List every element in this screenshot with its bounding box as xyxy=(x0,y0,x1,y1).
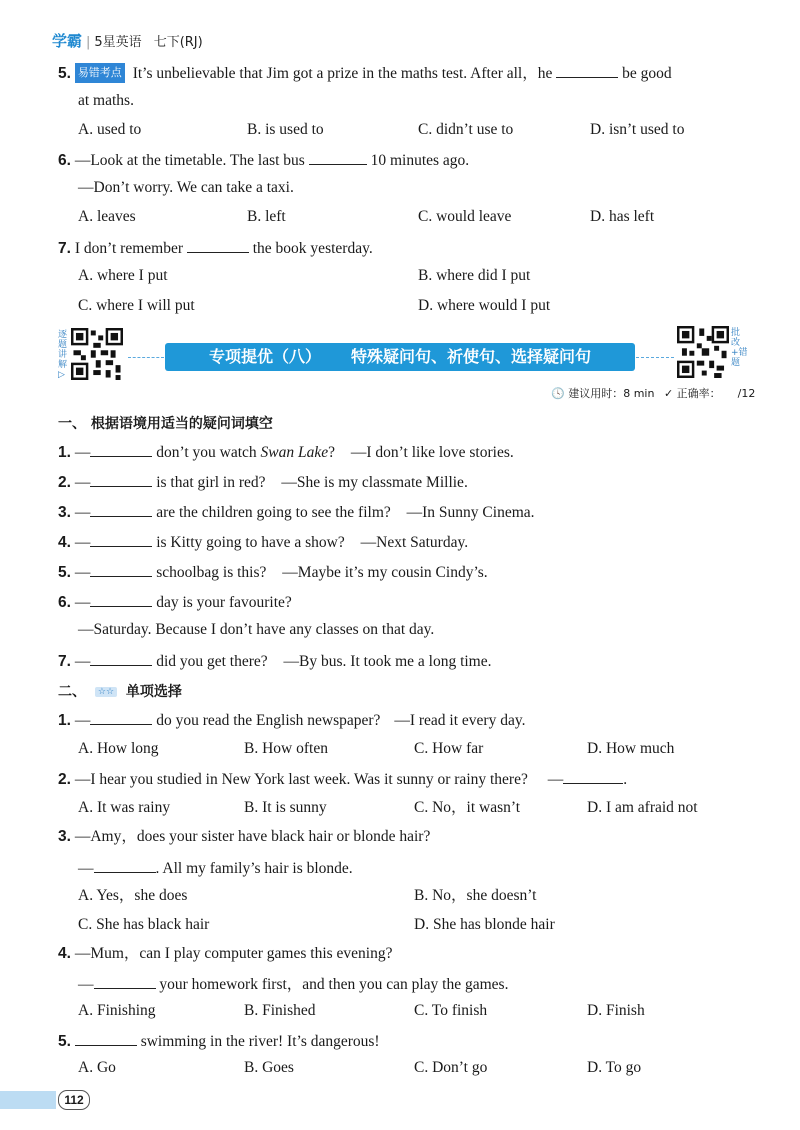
option-c[interactable]: C. She has black hair xyxy=(78,916,210,933)
answer-blank[interactable] xyxy=(187,238,249,253)
fill-item-5: 5. — schoolbag is this? —Maybe it’s my cousin Cindy’s. xyxy=(58,564,488,581)
section-banner xyxy=(165,343,635,371)
answer-blank[interactable] xyxy=(309,150,367,165)
option-c[interactable]: C. How far xyxy=(414,740,484,757)
option-d[interactable]: D. I am afraid not xyxy=(587,799,698,816)
fill-item-6-answer: —Saturday. Because I don’t have any classes on that day. xyxy=(78,621,435,638)
footer-color-bar xyxy=(0,1091,56,1109)
option-b[interactable]: B. where did I put xyxy=(418,267,531,284)
choice-2-stem: 2. —I hear you studied in New York last week. Was it sunny or rainy there? — . xyxy=(58,771,628,788)
option-d[interactable]: D. has left xyxy=(590,208,655,225)
accuracy-total: /12 xyxy=(737,387,756,400)
answer-blank[interactable] xyxy=(94,858,156,873)
section-2-title: 二、 ☆☆ 单项选择 xyxy=(58,684,182,700)
choice-3-stem: 3. —Amy，does your sister have black hair or blonde hair? xyxy=(58,828,431,845)
option-b[interactable]: B. How often xyxy=(244,740,328,757)
option-d[interactable]: D. She has blonde hair xyxy=(414,916,555,933)
option-a[interactable]: A. used to xyxy=(78,121,142,138)
choice-5-stem: 5. swimming in the river! It’s dangerous! xyxy=(58,1033,380,1050)
option-d[interactable]: D. Finish xyxy=(587,1002,645,1019)
answer-blank[interactable] xyxy=(90,532,152,547)
fill-item-7: 7. — did you get there? —By bus. It took me a long time. xyxy=(58,653,492,670)
fill-item-1: 1. — don’t you watch Swan Lake? —I don’t like love stories. xyxy=(58,444,514,461)
option-c[interactable]: C. would leave xyxy=(418,208,512,225)
answer-blank[interactable] xyxy=(90,472,152,487)
answer-blank[interactable] xyxy=(90,502,152,517)
grade-label: 七下(RJ) xyxy=(153,35,203,50)
answer-blank[interactable] xyxy=(90,442,152,457)
fill-item-4: 4. — is Kitty going to have a show? —Next Saturday. xyxy=(58,534,469,551)
option-c[interactable]: C. didn’t use to xyxy=(418,121,514,138)
question-7-line1: 7. I don’t remember the book yesterday. xyxy=(58,240,373,257)
option-a[interactable]: A. Finishing xyxy=(78,1002,156,1019)
answer-blank[interactable] xyxy=(90,651,152,666)
option-d[interactable]: D. To go xyxy=(587,1059,642,1076)
explain-side-label: 逐题讲解▷ xyxy=(58,330,68,380)
header-divider: | xyxy=(86,35,91,50)
option-d[interactable]: D. How much xyxy=(587,740,675,757)
answer-blank[interactable] xyxy=(94,974,156,989)
fill-item-6: 6. — day is your favourite? xyxy=(58,594,292,611)
option-c[interactable]: C. To finish xyxy=(414,1002,488,1019)
accuracy-label: 正确率： xyxy=(676,387,721,400)
answer-blank[interactable] xyxy=(90,710,152,725)
difficulty-badge: ☆☆ xyxy=(95,687,117,697)
option-a[interactable]: A. Go xyxy=(78,1059,116,1076)
choice-1-stem: 1. — do you read the English newspaper? —I read it every day. xyxy=(58,712,526,729)
series-name: 5星英语 xyxy=(94,35,142,50)
option-a[interactable]: A. It was rainy xyxy=(78,799,171,816)
banner-dash-left xyxy=(128,357,164,358)
choice-4-stem: 4. —Mum，can I play computer games this evening? xyxy=(58,945,393,962)
answer-blank[interactable] xyxy=(90,562,152,577)
option-d[interactable]: D. isn’t used to xyxy=(590,121,685,138)
correction-side-label: 批改+错题 xyxy=(731,328,748,368)
option-c[interactable]: C. No，it wasn’t xyxy=(414,799,521,816)
option-a[interactable]: A. where I put xyxy=(78,267,168,284)
fill-item-3: 3. — are the children going to see the film? —In Sunny Cinema. xyxy=(58,504,535,521)
option-b[interactable]: B. is used to xyxy=(247,121,324,138)
option-b[interactable]: B. No，she doesn’t xyxy=(414,887,537,904)
suggested-time: 建议用时：8 min xyxy=(568,387,655,400)
answer-blank[interactable] xyxy=(563,769,623,784)
option-c[interactable]: C. where I will put xyxy=(78,297,195,314)
answer-blank[interactable] xyxy=(556,63,618,78)
question-5-line1: 5. 易错考点 It’s unbelievable that Jim got a prize in the maths test. After all，he be good xyxy=(58,65,672,82)
choice-4-stem-line2: — your homework first，and then you can play the games. xyxy=(78,976,509,993)
banner-title: 专项提优（八） xyxy=(208,347,321,366)
answer-blank[interactable] xyxy=(75,1031,137,1046)
option-b[interactable]: B. left xyxy=(247,208,286,225)
check-circle-icon: ✓ xyxy=(663,387,674,400)
page-number: 112 xyxy=(58,1090,90,1110)
option-b[interactable]: B. It is sunny xyxy=(244,799,327,816)
qr-code-icon[interactable] xyxy=(71,328,123,380)
page-header xyxy=(52,30,203,51)
question-5-line2: at maths. xyxy=(78,92,134,109)
time-accuracy-row xyxy=(551,385,755,401)
fill-item-2: 2. — is that girl in red? —She is my classmate Millie. xyxy=(58,474,468,491)
error-prone-tag: 易错考点 xyxy=(75,63,125,83)
option-a[interactable]: A. Yes，she does xyxy=(78,887,188,904)
section-1-title: 一、 根据语境用适当的疑问词填空 xyxy=(58,416,273,432)
option-a[interactable]: A. leaves xyxy=(78,208,136,225)
choice-3-stem-line2: — . All my family’s hair is blonde. xyxy=(78,860,353,877)
option-c[interactable]: C. Don’t go xyxy=(414,1059,488,1076)
option-a[interactable]: A. How long xyxy=(78,740,159,757)
question-6-line1: 6. —Look at the timetable. The last bus 10 minutes ago. xyxy=(58,152,470,169)
option-b[interactable]: B. Goes xyxy=(244,1059,294,1076)
clock-icon: 🕓 xyxy=(551,387,565,400)
option-d[interactable]: D. where would I put xyxy=(418,297,551,314)
question-6-line2: —Don’t worry. We can take a taxi. xyxy=(78,179,294,196)
brand-logo: 学霸 xyxy=(52,32,83,50)
qr-code-icon[interactable] xyxy=(677,326,729,378)
option-b[interactable]: B. Finished xyxy=(244,1002,316,1019)
banner-subtitle: 特殊疑问句、祈使句、选择疑问句 xyxy=(351,347,592,366)
answer-blank[interactable] xyxy=(90,592,152,607)
banner-dash-right xyxy=(636,357,674,358)
